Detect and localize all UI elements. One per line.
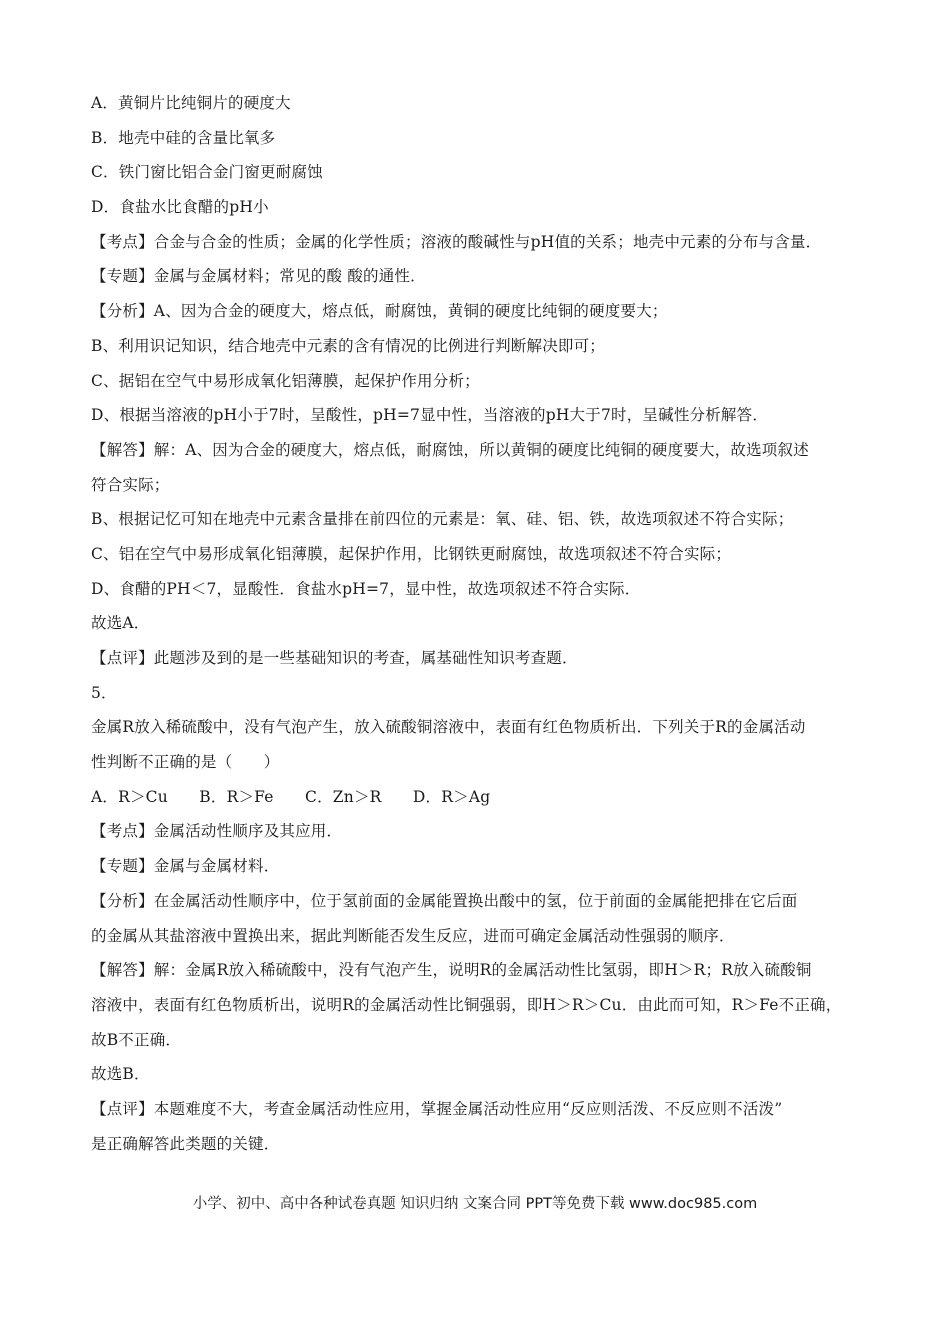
answer: 故选A．: [91, 614, 150, 633]
question-options: A．R＞Cu B．R＞Fe C．Zn＞R D．R＞Ag: [91, 787, 491, 806]
fenxi-cont: 的金属从其盐溶液中置换出来，据此判断能否发生反应，进而可确定金属活动性强弱的顺序．: [91, 926, 735, 945]
footer: 小学、初中、高中各种试卷真题 知识归纳 文案合同 PPT等免费下载 www.doc985.com: [192, 1196, 758, 1212]
jieda: 【解答】解：金属R放入稀硫酸中，没有气泡产生，说明R的金属活动性比氢弱，即H＞R；R放入硫酸铜: [91, 961, 812, 980]
jieda-cont: 溶液中，表面有红色物质析出，说明R的金属活动性比铜强弱，即H＞R＞Cu．由此而可知，R＞Fe不正确，: [91, 995, 842, 1014]
jieda-cont: 故B不正确．: [91, 1030, 182, 1049]
fenxi-d: D、根据当溶液的pH小于7时，呈酸性，pH=7显中性，当溶液的pH大于7时，呈碱性分析解答．: [91, 406, 769, 425]
jieda: 【解答】解：A、因为合金的硬度大，熔点低，耐腐蚀，所以黄铜的硬度比纯铜的硬度要大，故选项叙述: [91, 440, 809, 459]
dianping-cont: 是正确解答此类题的关键．: [91, 1134, 280, 1153]
question-number: 5．: [91, 683, 117, 702]
question-text-cont: 性判断不正确的是（ ）: [91, 753, 280, 772]
dianping: 【点评】本题难度不大，考查金属活动性应用，掌握金属活动性应用“反应则活泼、不反应则不活泼”: [91, 1099, 783, 1118]
option-a: A．黄铜片比纯铜片的硬度大: [91, 94, 291, 112]
option-d: D．食盐水比食醋的pH小: [91, 198, 269, 217]
answer: 故选B．: [91, 1065, 150, 1084]
zhuanti: 【专题】金属与金属材料；常见的酸 酸的通性．: [91, 267, 426, 286]
zhuanti: 【专题】金属与金属材料．: [91, 857, 280, 876]
kaodian: 【考点】金属活动性顺序及其应用．: [91, 822, 343, 841]
jieda-c: C、铝在空气中易形成氧化铝薄膜，起保护作用，比钢铁更耐腐蚀，故选项叙述不符合实际；: [91, 544, 732, 563]
option-b: B．地壳中硅的含量比氧多: [91, 128, 276, 147]
fenxi: 【分析】A、因为合金的硬度大，熔点低，耐腐蚀，黄铜的硬度比纯铜的硬度要大；: [91, 302, 668, 321]
fenxi: 【分析】在金属活动性顺序中，位于氢前面的金属能置换出酸中的氢，位于前面的金属能把排在它后面: [91, 891, 798, 910]
option-c: C．铁门窗比铝合金门窗更耐腐蚀: [91, 163, 323, 182]
document-body: [91, 90, 871, 1165]
fenxi-c: C、据铝在空气中易形成氧化铝薄膜，起保护作用分析；: [91, 371, 480, 390]
question-text: 金属R放入稀硫酸中，没有气泡产生，放入硫酸铜溶液中，表面有红色物质析出．下列关于R的金属活动: [91, 718, 806, 737]
jieda-d: D、食醋的PH＜7，显酸性．食盐水pH=7，显中性，故选项叙述不符合实际．: [91, 579, 641, 598]
fenxi-b: B、利用识记知识，结合地壳中元素的含有情况的比例进行判断解决即可；: [91, 336, 605, 355]
dianping: 【点评】此题涉及到的是一些基础知识的考查，属基础性知识考查题．: [91, 649, 578, 667]
kaodian: 【考点】合金与合金的性质；金属的化学性质；溶液的酸碱性与pH值的关系；地壳中元素的分布与含量．: [91, 232, 822, 251]
jieda-b: B、根据记忆可知在地壳中元素含量排在前四位的元素是：氧、硅、铝、铁，故选项叙述不符合实际；: [91, 510, 794, 529]
jieda-cont: 符合实际；: [91, 475, 170, 494]
